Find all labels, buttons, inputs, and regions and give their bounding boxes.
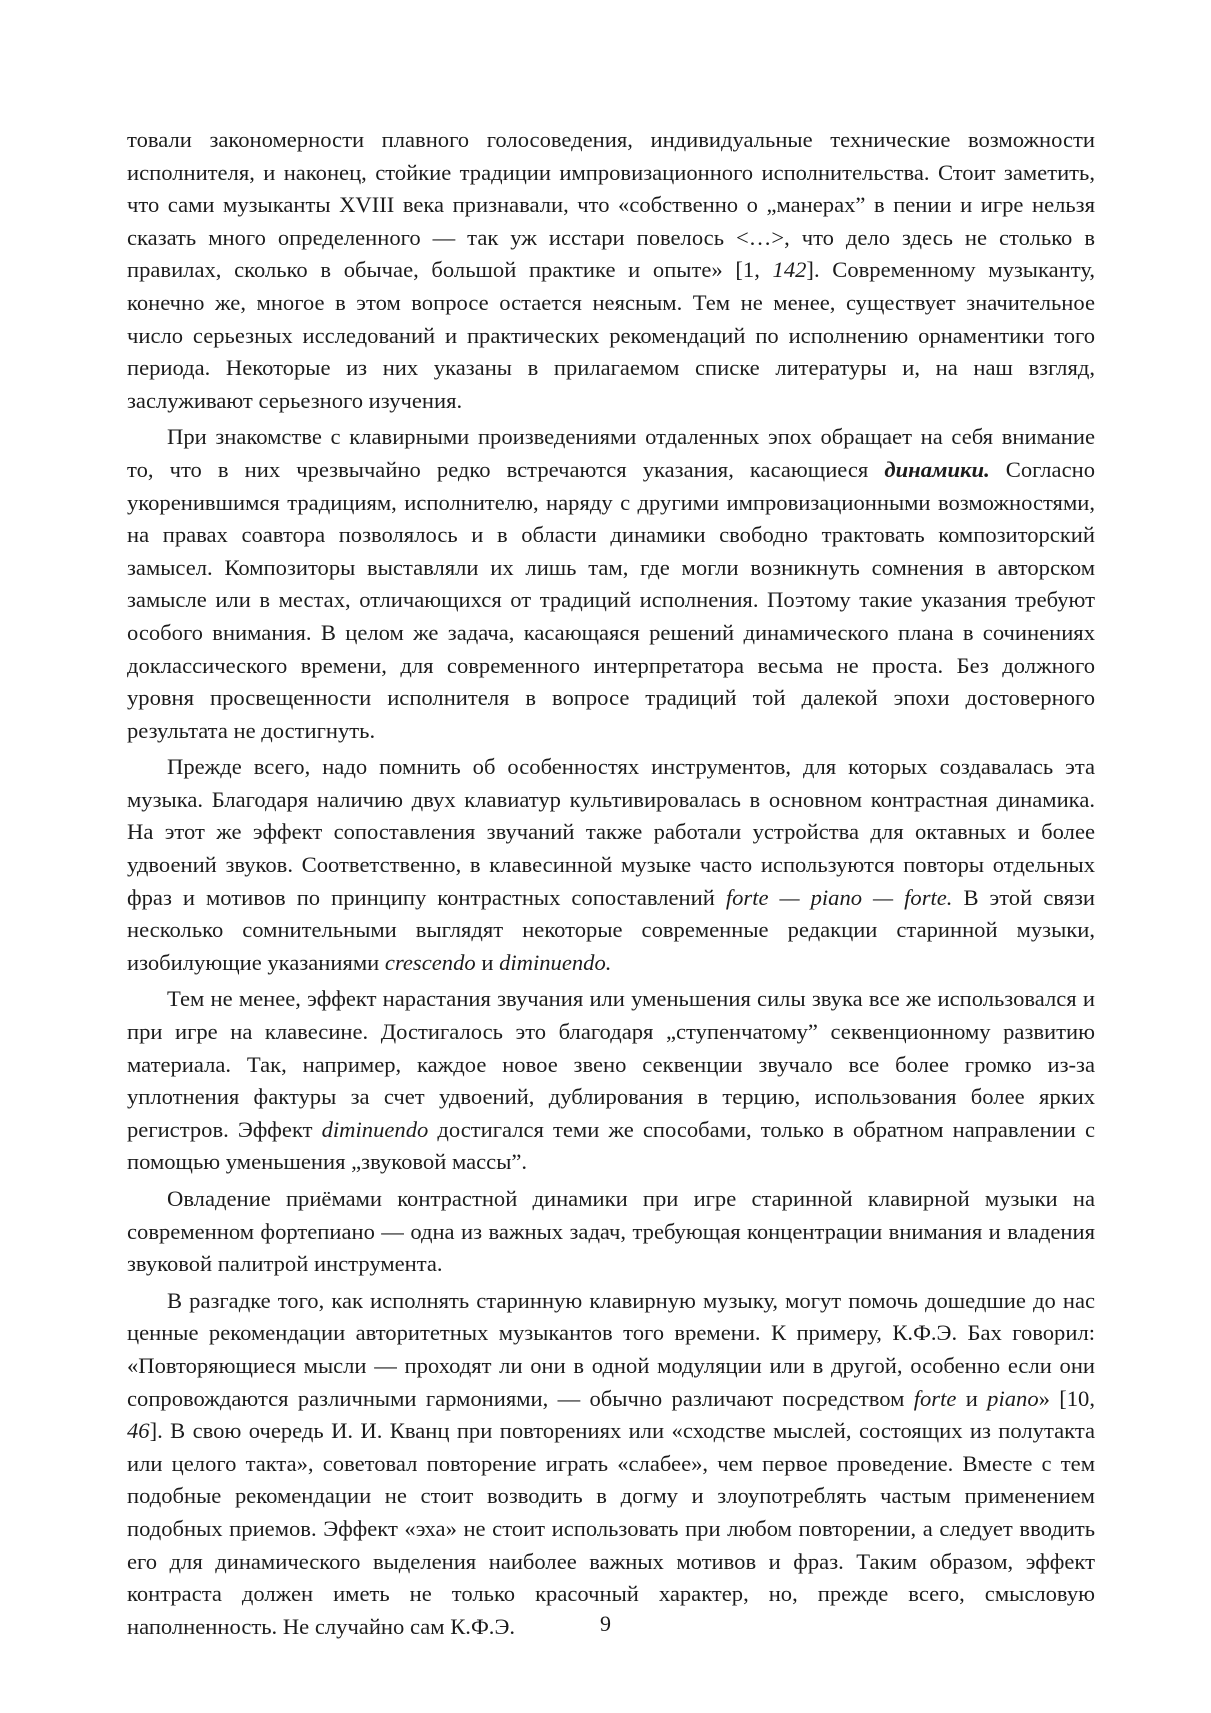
- emphasis-bold-italic: динамики.: [884, 456, 990, 482]
- emphasis-italic: diminuendo.: [499, 949, 612, 975]
- text-run: Тем не менее, эффект нарастания звучания или уменьшения силы звука все же использовался и при игре на клавесине. Достигалось это благодаря „ступенчатому” секвенционному развитию материала. Так, например, каждое новое звено секвенции звучало все более громко из-за уплотнения фактуры за счет удвоений, дублирования в терцию, использования более ярких регистров. Эффект: [127, 986, 1095, 1142]
- text-run: В разгадке того, как исполнять старинную клавирную музыку, могут помочь дошедшие до нас ценные рекомендации авторитетных музыкантов того времени. К примеру, К.Ф.Э. Бах говорил: «Повторяющиеся мысли — проходят ли они в одной модуляции или в другой, особенно если они сопровождаются различными гармониями, — обычно различают посредством: [127, 1287, 1095, 1411]
- text-run: товали закономерности плавного голосоведения, индивидуальные технические возможности исполнителя, и наконец, стойкие традиции импровизационного исполнительства. Стоит заметить, что сами музыканты XVIII века признавали, что «собственно о „манерах” в пении и игре нельзя сказать много определенного — так уж исстари повелось <…>, что дело здесь не столько в правилах, сколько в обычае, большой практике и опыте» [1,: [127, 127, 1095, 283]
- paragraph: [127, 1183, 1095, 1281]
- text-run: и: [475, 949, 500, 975]
- page-number: 9: [600, 1611, 611, 1636]
- paragraph: [127, 751, 1095, 979]
- paragraph: [127, 124, 1095, 417]
- emphasis-italic: 142: [772, 257, 807, 283]
- emphasis-italic: piano: [987, 1385, 1039, 1411]
- text-run: Прежде всего, надо помнить об особенностях инструментов, для которых создавалась эта музыка. Благодаря наличию двух клавиатур культивировалась в основном контрастная динамика. На этот же эффект сопоставления звучаний также работали устройства для октавных и более удвоений звуков. Соответственно, в клавесинной музыке часто используются повторы отдельных фраз и мотивов по принципу контрастных сопоставлений: [127, 754, 1095, 910]
- emphasis-italic: 46: [127, 1418, 150, 1444]
- paragraph: [127, 983, 1095, 1179]
- page-body: [127, 124, 1095, 1647]
- emphasis-italic: crescendo: [384, 949, 476, 975]
- text-run: и: [956, 1385, 988, 1411]
- text-run: В этой связи несколько сомнительными выглядят некоторые современные редакции старинной музыки, изобилующие указаниями: [127, 884, 1095, 975]
- text-run: Согласно укоренившимся традициям, исполнителю, наряду с другими импровизационными возможностями, на правах соавтора позволялось и в области динамики свободно трактовать композиторский замысел. Композиторы выставляли их лишь там, где могли возникнуть сомнения в авторском замысле или в местах, отличающихся от традиций исполнения. Поэтому такие указания требуют особого внимания. В целом же задача, касающаяся решений динамического плана в сочинениях доклассического времени, для современного интерпретатора весьма не проста. Без должного уровня просвещенности исполнителя в вопросе традиций той далекой эпохи достоверного результата не достигнуть.: [127, 456, 1096, 743]
- paragraph: [127, 421, 1095, 747]
- text-run: » [10,: [1038, 1385, 1096, 1411]
- text-run: ]. В свою очередь И. И. Кванц при повторениях или «сходстве мыслей, состоящих из полутакта или целого такта», советовал повторение играть «слабее», чем первое проведение. Вместе с тем подобные рекомендации не стоит возводить в догму и злоупотреблять частым применением подобных приемов. Эффект «эха» не стоит использовать при любом повторении, а следует вводить его для динамического выделения наиболее важных мотивов и фраз. Таким образом, эффект контраста должен иметь не только красочный характер, но, прежде всего, смысловую наполненность. Не случайно сам К.Ф.Э.: [127, 1418, 1095, 1639]
- text-run: Овладение приёмами контрастной динамики при игре старинной клавирной музыки на современном фортепиано — одна из важных задач, требующая концентрации внимания и владения звуковой палитрой инструмента.: [127, 1186, 1095, 1277]
- text-run: При знакомстве с клавирными произведениями отдаленных эпох обращает на себя внимание то, что в них чрезвычайно редко встречаются указания, касающиеся: [127, 424, 1095, 482]
- emphasis-italic: diminuendo: [321, 1116, 429, 1142]
- emphasis-italic: forte: [913, 1385, 957, 1411]
- paragraph: [127, 1285, 1095, 1644]
- text-run: ]. Современному музыканту, конечно же, многое в этом вопросе остается неясным. Тем не менее, существует значительное число серьезных исследований и практических рекомендаций по исполнению орнаментики того периода. Некоторые из них указаны в прилагаемом списке литературы и, на наш взгляд, заслуживают серьезного изучения.: [127, 257, 1096, 413]
- emphasis-italic: forte — piano — forte.: [725, 884, 953, 910]
- text-run: достигался теми же способами, только в обратном направлении с помощью уменьшения „звуковой массы”.: [127, 1116, 1095, 1175]
